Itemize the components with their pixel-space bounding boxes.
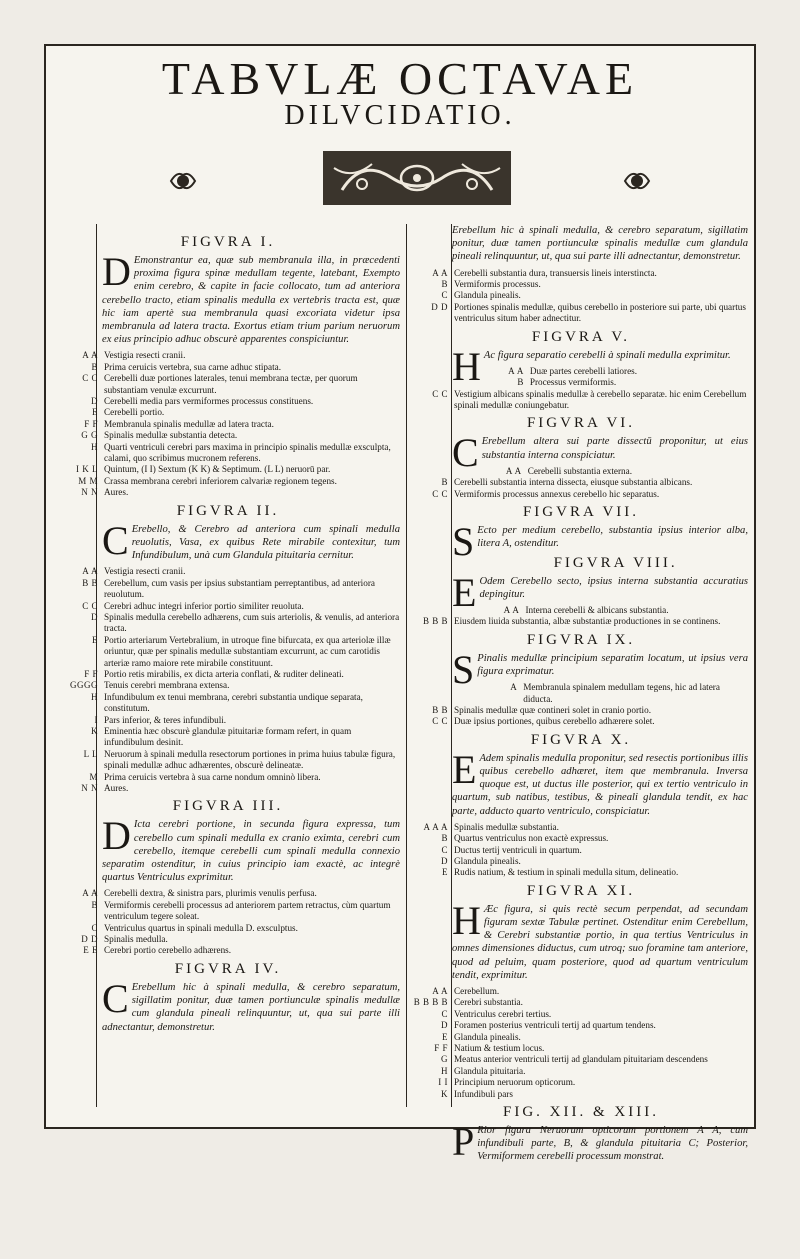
legend-text: Quintum, (I I) Sextum (K K) & Septimum. (L L) neruorū par.	[104, 464, 331, 475]
figure-intro-text: Ac figura separatio cerebelli à spinali medulla exprimitur.	[483, 349, 731, 361]
legend-label: N N	[81, 487, 98, 498]
figure-12-13	[408, 1104, 754, 1164]
legend-item	[50, 464, 406, 475]
legend-list	[50, 350, 406, 498]
legend-label: E E	[83, 945, 98, 956]
figure-3	[50, 798, 406, 956]
legend-item	[50, 680, 406, 691]
legend-label: GGGG	[70, 680, 98, 691]
legend-label: D	[91, 396, 98, 407]
legend-item	[50, 430, 406, 441]
drop-cap: P	[452, 1119, 475, 1165]
legend-text: Rudis natium, & testium in spinali medulla situm, delineatio.	[454, 867, 679, 878]
figure-heading: FIGVRA VII.	[522, 504, 640, 521]
legend-item	[408, 389, 754, 412]
right-column	[408, 224, 754, 1165]
legend-text: Spinalis medulla cerebello adhærens, cum suis arteriolis, & venulis, ad anteriora tracta.	[104, 611, 400, 634]
figure-intro-text: Erebellum altera sui parte dissectū proponitur, ut eius substantia interna conspiciatur.	[481, 436, 748, 461]
legend-text: Aures.	[104, 783, 129, 794]
left-column	[50, 224, 406, 1109]
legend-text: Duæ partes cerebelli latiores.	[529, 365, 638, 376]
legend-item	[408, 616, 754, 627]
column-rule-middle	[406, 224, 407, 1107]
legend-text: Meatus anterior ventriculi tertij ad glandulam pituitariam descendens	[454, 1054, 708, 1065]
legend-label: I K L	[76, 464, 98, 475]
legend-item	[408, 986, 754, 997]
drop-cap: C	[452, 430, 479, 476]
fleuron-right-icon	[624, 168, 650, 194]
legend-item	[50, 487, 406, 498]
legend-text: Cerebelli dextra, & sinistra pars, plurimis venulis perfusa.	[104, 888, 317, 899]
drop-cap: H	[452, 343, 481, 389]
legend-text: Vermiformis processus annexus cerebello hic separatus.	[454, 488, 660, 499]
legend-text: Cerebelli duæ portiones laterales, tenui membrana tectæ, per quorum substantiam venulæ excurrunt.	[104, 373, 358, 395]
drop-cap: D	[102, 813, 131, 859]
legend-item	[484, 377, 754, 388]
figure-6	[408, 415, 754, 500]
legend-item	[408, 1066, 754, 1077]
legend-item	[408, 290, 754, 301]
legend-text: Crassa membrana cerebri inferiorem calvariæ regionem tegens.	[104, 475, 337, 486]
legend-item	[50, 601, 406, 612]
figure-heading: FIG. XII. & XIII.	[503, 1104, 659, 1121]
legend-label: H	[441, 1065, 448, 1076]
legend-label: A A	[503, 604, 520, 615]
legend-label: D	[91, 611, 98, 622]
legend-label: I I	[438, 1077, 448, 1088]
legend-text: Prima ceruicis vertebra à sua carne nondum omninò libera.	[104, 771, 321, 782]
legend-label: C C	[82, 373, 98, 384]
legend-label: A A A	[423, 821, 448, 832]
legend-text: Cerebri adhuc integri inferior portio similiter reuoluta.	[104, 600, 304, 611]
legend-item	[50, 578, 406, 601]
legend-item	[50, 726, 406, 749]
figure-heading: FIGVRA IV.	[174, 960, 282, 977]
legend-text: Vermiformis processus.	[454, 279, 541, 290]
figure-9	[408, 632, 754, 728]
legend-item	[50, 888, 406, 899]
legend-item	[408, 705, 754, 716]
drop-cap: S	[452, 519, 475, 565]
figure-heading: FIGVRA VIII.	[553, 554, 678, 571]
legend-label: B	[517, 377, 524, 388]
legend-item	[408, 1032, 754, 1043]
legend-label: B B B	[422, 616, 448, 627]
legend-label: C	[91, 922, 98, 933]
legend-item	[484, 366, 754, 377]
legend-label: E	[92, 407, 98, 418]
drop-cap: S	[452, 646, 475, 692]
legend-label: G	[441, 1054, 448, 1065]
legend-text: Cerebri portio cerebello adhærens.	[104, 945, 232, 956]
figure-intro-text: Erebellum hic à spinali medulla, & cerebro separatum, sigillatim ponitur, duæ tamen portiunculæ spinalis medullæ cum glandula pineali relinquuntur, ut, qua sui parte illi adnectantur, demonstretur.	[102, 981, 400, 1033]
figure-intro-text: Adem spinalis medulla proponitur, sed resectis portionibus illis quibus cerebello adhæret, item que membranula. Inversa quoque est, ut ductus ille posterior, qui ex tertio ventriculo in quartum, sub natibus, testibus, & pineali glandula tendit, ex hac parte, adducto quarto ventriculo, conspiciatur.	[452, 752, 748, 817]
drop-cap: E	[452, 569, 477, 615]
legend-text: Cerebri substantia.	[454, 997, 523, 1008]
drop-cap: C	[102, 517, 129, 563]
legend-text: Spinalis medulla.	[104, 934, 168, 945]
figure-intro-text: Icta cerebri portione, in secunda figura expressa, tum cerebello cum spinali medulla ex cranio eximta, cerebri cum cerebello, itemque cerebelli cum spinali medulla connexio separatim ostenditur, in cuius principio iam exactè, ac integrè quartus Ventriculus exprimitur.	[102, 819, 400, 884]
legend-list	[50, 888, 406, 956]
legend-label: E	[442, 867, 448, 878]
figure-8	[408, 555, 754, 628]
legend-text: Duæ ipsius portiones, quibus cerebello adhærere solet.	[454, 716, 655, 727]
legend-label: B	[441, 477, 448, 488]
figure-heading: FIGVRA III.	[172, 798, 284, 815]
legend-label: E	[92, 634, 98, 645]
legend-item	[408, 845, 754, 856]
legend-list	[50, 566, 406, 794]
legend-item	[477, 682, 754, 705]
legend-item	[408, 1054, 754, 1065]
legend-item	[408, 279, 754, 290]
fleuron-left-icon	[170, 168, 196, 194]
legend-label: B B	[82, 577, 98, 588]
legend-item	[50, 476, 406, 487]
legend-item	[50, 692, 406, 715]
legend-text: Tenuis cerebri membrana extensa.	[104, 680, 230, 691]
legend-item	[408, 268, 754, 279]
legend-label: B	[441, 833, 448, 844]
figure-4-start	[50, 960, 406, 1033]
legend-label: I	[94, 714, 98, 725]
legend-item	[50, 635, 406, 669]
legend-text: Ventriculus cerebri tertius.	[454, 1008, 552, 1019]
legend-item	[50, 350, 406, 361]
legend-text: Eiusdem liuida substantia, albæ substantiæ productiones in se continens.	[454, 616, 721, 627]
legend-text: Portio retis mirabilis, ex dicta arteria conflati, & ruditer delineati.	[104, 668, 344, 679]
legend-label: F F	[84, 668, 98, 679]
legend-item	[408, 1089, 754, 1100]
legend-label: C C	[82, 600, 98, 611]
figure-heading: FIGVRA V.	[531, 328, 631, 345]
legend-text: Glandula pinealis.	[454, 290, 521, 301]
figure-10	[408, 732, 754, 879]
legend-item	[50, 772, 406, 783]
legend-text: Glandula pinealis.	[454, 1031, 521, 1042]
legend-text: Spinalis medullæ substantia.	[454, 821, 559, 832]
legend-label: F F	[84, 418, 98, 429]
legend-text: Eminentia hæc obscurè glandulæ pituitariæ formam refert, in quam infundibulum desinit.	[104, 726, 352, 748]
legend-label: K	[91, 726, 98, 736]
legend-item	[50, 945, 406, 956]
legend-text: Cerebelli media pars vermiformes processus constituens.	[104, 396, 314, 407]
figure-intro-text: Emonstrantur ea, quæ sub membranula illa, in præcedenti proxima figura spinæ medullam tegente, latebant, Exempto enim cerebro, & capite in facie collocato, tum ad anteriora cerebello tracto, etiam spinalis medulla ex vertebris tracta est, quæ hic iam apertè sua membranula quasi excoriata videtur ipsa membranula ad latera tracta. Exortus etiam trium parium neruorum ex eius principio adhuc obscurè apparentes conspiciuntur.	[102, 255, 400, 346]
legend-label: C	[441, 844, 448, 855]
drop-cap: C	[102, 975, 129, 1021]
figure-intro	[50, 975, 406, 1033]
figure-11	[408, 883, 754, 1100]
legend-label: A A	[505, 465, 522, 476]
legend-label: C	[441, 290, 448, 301]
page-title: TABVLÆ OCTAVAE	[161, 53, 639, 104]
legend-label: A A	[82, 566, 98, 577]
legend-item	[50, 923, 406, 934]
legend-label: A A	[82, 888, 98, 899]
legend-item	[408, 1043, 754, 1054]
legend-text: Principium neruorum opticorum.	[454, 1077, 576, 1088]
figure-heading: FIGVRA VI.	[526, 415, 636, 432]
legend-text: Glandula pituitaria.	[454, 1065, 526, 1076]
legend-label: A A	[432, 986, 448, 997]
figure-5	[408, 329, 754, 412]
figure-intro-text: Odem Cerebello secto, ipsius interna substantia accuratius depingitur.	[479, 575, 748, 600]
legend-text: Prima ceruicis vertebra, sua carne adhuc stipata.	[104, 361, 282, 372]
figure-intro-text: Rior figura Neruorum opticorum portionem A A, cum infundibuli parte, B, & glandula pituitaria C; Posterior, Vermiformem cerebelli processum monstrat.	[477, 1125, 748, 1163]
figure-intro	[50, 517, 406, 563]
legend-item	[408, 716, 754, 727]
legend-text: Ductus tertij ventriculi in quartum.	[454, 844, 582, 855]
legend-list	[408, 986, 754, 1100]
legend-item	[50, 373, 406, 396]
legend-list	[408, 268, 754, 325]
legend-text: Vestigia resecti cranii.	[104, 350, 186, 361]
legend-text: Processus vermiformis.	[529, 377, 617, 388]
legend-item	[408, 833, 754, 844]
legend-text: Interna cerebelli & albicans substantia.	[525, 604, 669, 615]
legend-text: Infundibulum ex tenui membrana, cerebri substantia undique separata, constitutum.	[104, 691, 363, 714]
legend-text: Cerebelli substantia dura, transuersis lineis interstincta.	[454, 267, 657, 278]
legend-label: C	[441, 1008, 448, 1019]
figure-heading: FIGVRA XI.	[526, 882, 636, 899]
figure-intro	[408, 746, 754, 818]
legend-item	[408, 302, 754, 325]
legend-item	[479, 605, 754, 616]
legend-label: B B	[432, 704, 448, 715]
legend-label: B B B B	[413, 997, 448, 1008]
legend-text: Quarti ventriculi cerebri pars maxima in principio spinalis medullæ exsculpta, calami, quo scribimus mucronem referens.	[104, 441, 391, 464]
legend-label: N N	[81, 783, 98, 794]
legend-text: Spinalis medullæ substantia detecta.	[104, 430, 238, 441]
legend-label: K	[441, 1088, 448, 1099]
legend-item	[50, 612, 406, 635]
legend-item	[50, 407, 406, 418]
legend-label: C C	[432, 488, 448, 499]
legend-item	[50, 715, 406, 726]
legend-label: B	[91, 899, 98, 910]
legend-label: G G	[81, 430, 98, 441]
legend-label: A A	[508, 365, 524, 376]
legend-item	[408, 1009, 754, 1020]
legend-label: H	[91, 441, 98, 452]
legend-label: F F	[434, 1043, 448, 1054]
legend-label: A A	[432, 267, 448, 278]
legend-text: Vermiformis cerebelli processus ad anteriorem partem retractus, cùm quartum ventriculum tegere soleat.	[104, 899, 391, 922]
legend-text: Cerebelli portio.	[104, 407, 165, 418]
legend-item	[50, 900, 406, 923]
legend-text: Membranula spinalis medullæ ad latera tracta.	[104, 418, 274, 429]
legend-item	[408, 489, 754, 500]
figure-heading: FIGVRA I.	[180, 234, 276, 250]
figure-intro-text: Ecto per medium cerebello, substantia ipsius interior alba, litera A, ostenditur.	[477, 525, 748, 550]
figure-intro-text: Pinalis medullæ principium separatim locatum, ut ipsius vera figura exprimatur.	[477, 652, 748, 677]
legend-text: Cerebellum, cum vasis per ipsius substantiam perreptantibus, ad anteriora reuolutum.	[104, 577, 375, 600]
figure-intro	[408, 1119, 754, 1165]
legend-text: Portiones spinalis medullæ, quibus cerebello in posteriore sui parte, ubi quartus ventriculus situm haber adnectitur.	[454, 301, 746, 324]
legend-label: D	[441, 855, 448, 866]
legend-text: Cerebelli substantia interna dissecta, eiusque substantia albicans.	[454, 477, 693, 488]
legend-list	[408, 822, 754, 879]
figure-intro-continued: Erebellum hic à spinali medulla, & cerebro separatum, sigillatim ponitur, duæ tamen portiunculæ spinalis medullæ cum glandula pineali relinquuntur, ut, qua sui parte illi adnectantur, demonstretur.	[452, 225, 748, 263]
legend-text: Spinalis medullæ quæ contineri solet in cranio portio.	[454, 704, 651, 715]
figure-intro	[50, 249, 406, 346]
legend-text: Pars inferior, & teres infundibuli.	[104, 714, 227, 725]
legend-label: A A	[82, 350, 98, 361]
legend-text: Foramen posterius ventriculi tertij ad quartum tendens.	[454, 1020, 656, 1031]
legend-text: Cerebellum.	[454, 986, 500, 997]
legend-label: E	[442, 1031, 448, 1042]
legend-item	[50, 669, 406, 680]
legend-text: Portio arteriarum Vertebralium, in utroque fine bifurcata, ex qua arteriolæ illæ oriuntur, quæ per spinalis medullæ substantiam excurrunt, ac cum carotidis arteriæ ramo maiore rete mirabile constituunt.	[104, 634, 391, 668]
legend-item	[408, 997, 754, 1008]
figure-heading: FIGVRA X.	[530, 731, 632, 748]
legend-item	[408, 867, 754, 878]
legend-label: B	[441, 279, 448, 290]
legend-item	[482, 466, 754, 477]
legend-item	[50, 362, 406, 373]
legend-label: L L	[83, 748, 98, 759]
figure-heading: FIGVRA IX.	[526, 631, 636, 648]
legend-item	[50, 783, 406, 794]
legend-text: Ventriculus quartus in spinali medulla D. exsculptus.	[104, 922, 298, 933]
legend-label: H	[91, 691, 98, 702]
legend-item	[50, 419, 406, 430]
legend-label: D D	[431, 301, 448, 312]
figure-intro	[408, 897, 754, 982]
figure-1	[50, 234, 406, 499]
legend-item	[50, 396, 406, 407]
figure-intro	[50, 813, 406, 884]
legend-label: C C	[432, 388, 448, 399]
legend-text: Infundibuli pars	[454, 1088, 513, 1099]
legend-item	[50, 442, 406, 465]
legend-item	[50, 566, 406, 577]
legend-text: Quartus ventriculus non exactè expressus.	[454, 833, 609, 844]
legend-item	[408, 1077, 754, 1088]
legend-item	[50, 934, 406, 945]
legend-label: M M	[78, 475, 98, 486]
legend-item	[50, 749, 406, 772]
drop-cap: D	[102, 249, 131, 294]
legend-text: Vestigia resecti cranii.	[104, 566, 186, 577]
legend-text: Vestigium albicans spinalis medullæ à cerebello separatæ. hic enim Cerebellum spinali medullæ coniungebatur.	[454, 388, 747, 411]
legend-text: Neruorum à spinali medulla resectorum portiones in prima huius tabulæ figura, spinali medullæ adhuc adhærentes, obscurè delineatæ.	[104, 748, 396, 771]
figure-intro-text: Æc figura, si quis rectè secum perpendat, ad secundam figuram sextæ Tabulæ pertinet. Ostenditur enim Cerebellum, & Cerebri substantiæ portio, in qua tertius Ventriculus in omnes dimensiones diductus, cum utroq; suo foramine tam anteriore, quod ad peluim, quam posteriore, quod ad quartum ventriculum tendit, exprimitur.	[452, 903, 748, 981]
legend-item	[408, 856, 754, 867]
legend-item	[408, 477, 754, 488]
legend-label: D D	[81, 934, 98, 945]
legend-label: M	[89, 771, 98, 782]
legend-label: A	[510, 682, 518, 693]
legend-text: Cerebelli substantia externa.	[527, 465, 633, 476]
legend-text: Aures.	[104, 487, 129, 498]
drop-cap: H	[452, 897, 481, 943]
page-frame	[44, 44, 756, 1165]
figure-intro	[408, 646, 754, 692]
legend-text: Natium & testium locus.	[454, 1043, 545, 1054]
drop-cap: E	[452, 746, 477, 792]
legend-label: D	[441, 1020, 448, 1031]
page-subtitle: DILVCIDATIO.	[284, 100, 516, 131]
legend-item	[408, 822, 754, 833]
legend-label: C C	[432, 716, 448, 727]
legend-text: Membranula spinalem medullam tegens, hic ad latera diducta.	[523, 682, 720, 704]
legend-label: B	[91, 361, 98, 372]
legend-text: Glandula pinealis.	[454, 855, 521, 866]
figure-2	[50, 503, 406, 795]
legend-item	[408, 1020, 754, 1031]
figure-heading: FIGVRA II.	[176, 502, 280, 519]
engraved-ornament-icon	[322, 150, 512, 206]
figure-intro-text: Erebello, & Cerebro ad anteriora cum spinali medulla reuolutis, Vasa, ex quibus Rete mirabile contexitur, tum Infundibulum, unà cum Glandula pituitaria cernitur.	[131, 523, 400, 562]
figure-4-end	[408, 224, 754, 325]
